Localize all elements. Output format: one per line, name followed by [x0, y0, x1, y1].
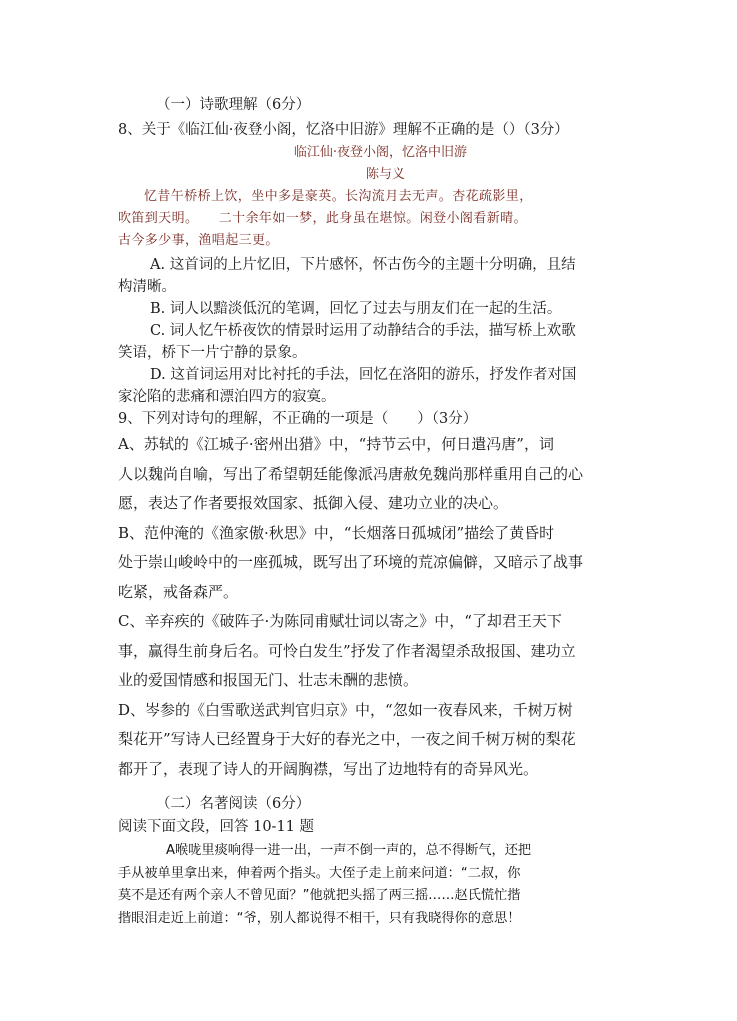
- option-text: 构清晰。: [118, 279, 176, 295]
- question-8-title: 8、关于《临江仙·夜登小阁，忆洛中旧游》理解不正确的是（）（3分）: [118, 122, 569, 138]
- question-8-option-a: [118, 254, 633, 298]
- reading-instruction: 阅读下面文段，回答 10-11 题: [118, 819, 315, 835]
- option-text: 笑语，桥下一片宁静的景象。: [118, 345, 307, 361]
- passage-line: A喉咙里痰响得一进一出，一声不倒一声的，总不得断气，还把: [166, 843, 532, 858]
- question-9-option-b: [118, 519, 633, 608]
- spacer: [118, 784, 633, 792]
- option-text: 处于崇山峻岭中的一座孤城，既写出了环境的荒凉偏僻，又暗示了战事: [118, 553, 584, 571]
- question-8-option-b: [118, 298, 633, 320]
- poem-title: 临江仙·夜登小阁，忆洛中旧游: [293, 145, 468, 160]
- poem-line: 吹笛到天明。 二十余年如一梦，此身虽在堪惊。闲登小阁看新晴。: [118, 211, 527, 226]
- question-8-option-d: [118, 364, 633, 408]
- poem-author: 陈与义: [365, 167, 405, 182]
- question-9-title: 9、下列对诗句的理解，不正确的一项是（ ）（3分）: [118, 411, 478, 427]
- passage-line: 揩眼泪走近上前道：“爷，别人都说得不相干，只有我晓得你的意思！: [118, 910, 521, 926]
- option-text: 事，赢得生前身后名。可怜白发生”抒发了作者渴望杀敌报国、建功立: [118, 641, 576, 660]
- poem-text: [118, 186, 633, 252]
- option-text: 业的爱国情感和报国无门、壮志未酬的悲愤。: [118, 671, 419, 689]
- reading-passage: [118, 840, 633, 930]
- section-heading-poetry: （一）诗歌理解（6分）: [156, 97, 311, 113]
- option-text: C. 词人忆午桥夜饮的情景时运用了动静结合的手法，描写桥上欢歌: [150, 323, 576, 339]
- option-text: D、岑参的《白雪歌送武判官归京》中，“忽如一夜春风来，千树万树: [118, 700, 573, 719]
- passage-line: 手从被单里拿出来，伸着两个指头。大侄子走上前来问道：“二叔，你: [118, 865, 521, 881]
- section-heading-classics: （二）名著阅读（6分）: [156, 796, 311, 812]
- passage-line: 莫不是还有两个亲人不曾见面？”他就把头摇了两三摇……赵氏慌忙揩: [118, 888, 521, 903]
- option-text: 梨花开”写诗人已经置身于大好的春光之中，一夜之间千树万树的梨花: [118, 730, 576, 748]
- option-text: A. 这首词的上片忆旧，下片感怀，怀古伤今的主题十分明确，且结: [150, 257, 576, 273]
- option-text: C、辛弃疾的《破阵子·为陈同甫赋壮词以寄之》中，“了却君王天下: [118, 612, 562, 630]
- poem-line: 忆昔午桥桥上饮，坐中多是豪英。长沟流月去无声。杏花疏影里，: [144, 189, 533, 204]
- option-text: 愿，表达了作者要报效国家、抵御入侵、建功立业的决心。: [118, 494, 509, 512]
- option-text: 家沦陷的悲痛和漂泊四方的寂寞。: [118, 389, 336, 405]
- option-text: B. 词人以黯淡低沉的笔调，回忆了过去与朋友们在一起的生活。: [150, 301, 562, 317]
- question-9-option-d: [118, 696, 633, 785]
- question-8-option-c: [118, 320, 633, 364]
- option-text: 都开了，表现了诗人的开阔胸襟，写出了边地特有的奇异风光。: [118, 759, 539, 778]
- option-text: B、范仲淹的《渔家傲·秋思》中，“长烟落日孤城闭”描绘了黄昏时: [118, 523, 555, 542]
- option-text: A、苏轼的《江城子·密州出猎》中，“持节云中，何日遣冯唐”，词: [118, 435, 554, 453]
- question-9-option-c: [118, 607, 633, 696]
- option-text: 人以魏尚自喻，写出了希望朝廷能像派冯唐赦免魏尚那样重用自己的心: [118, 464, 584, 483]
- question-9-option-a: [118, 430, 633, 519]
- option-text: D. 这首词运用对比衬托的手法，回忆在洛阳的游乐，抒发作者对国: [150, 367, 577, 383]
- exam-page: [118, 92, 633, 930]
- option-text: 吃紧，戒备森严。: [118, 582, 239, 601]
- poem-line: 古今多少事，渔唱起三更。: [118, 233, 279, 248]
